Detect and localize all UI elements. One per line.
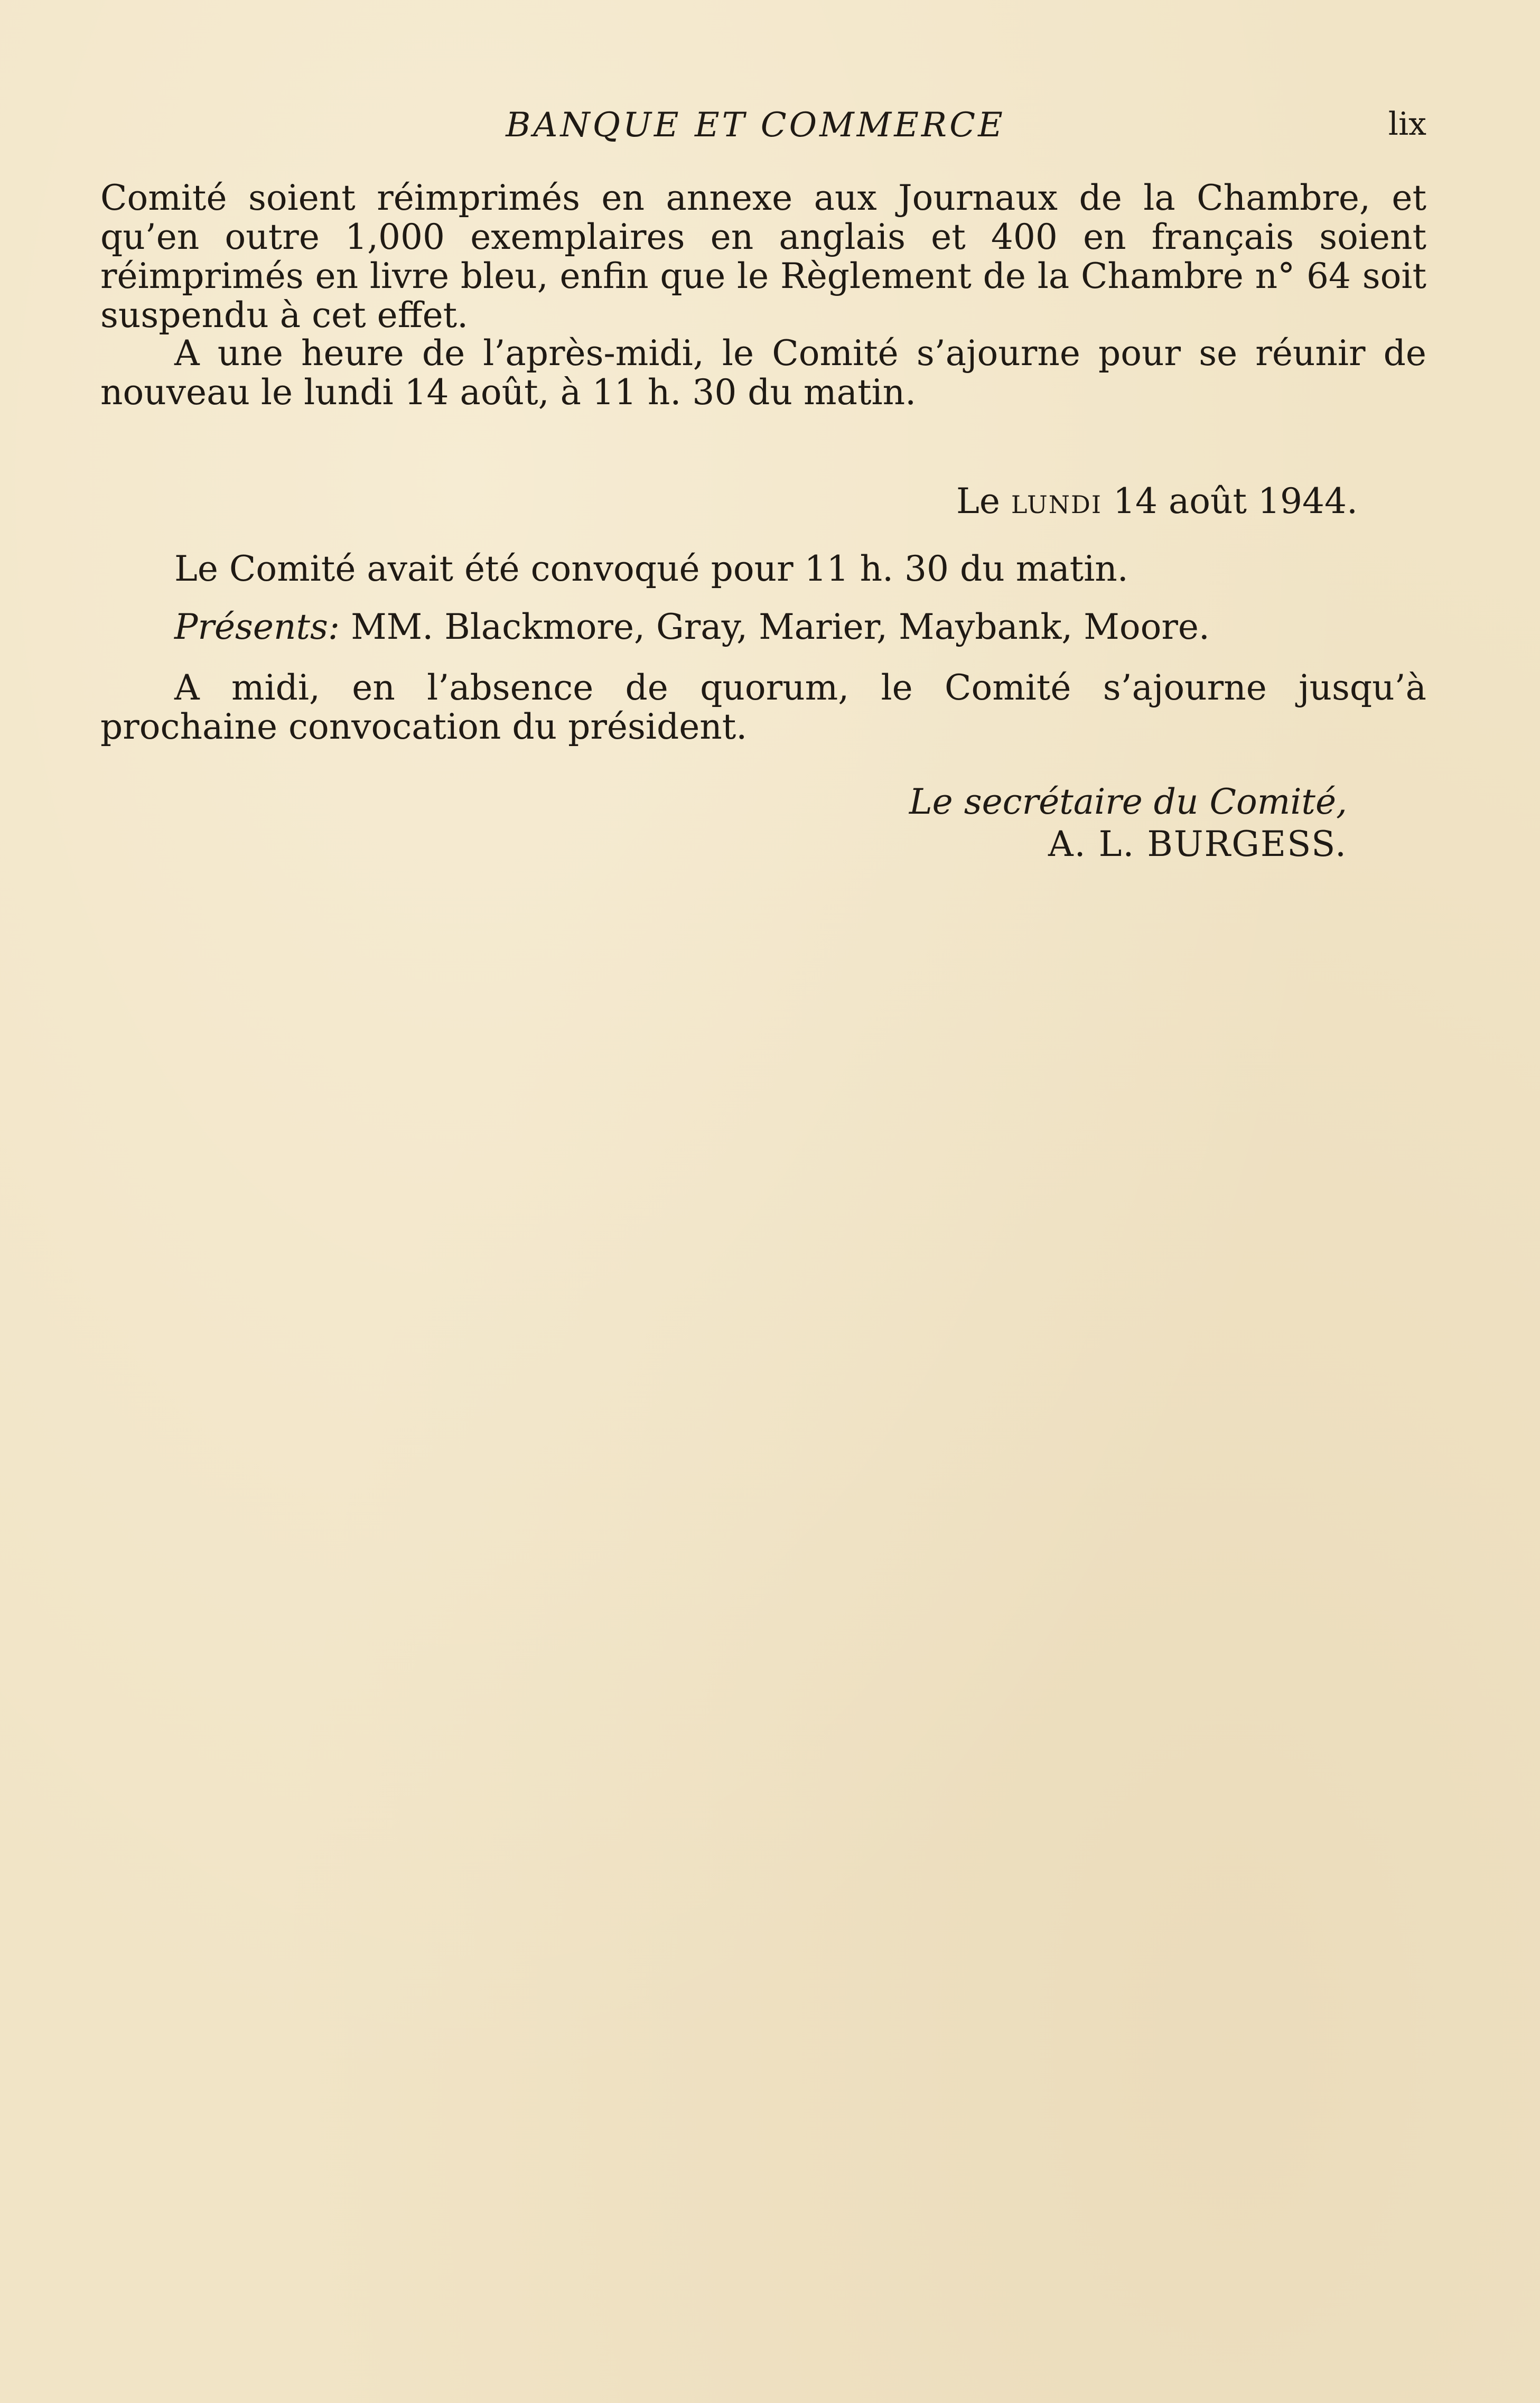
dateline-day: lundi [1011, 481, 1103, 521]
paragraph-attendance [100, 608, 1426, 647]
paragraph-text: Comité soient réimprimés en annexe aux Journaux de la Chambre, et qu’en outre 1,000 exemplaires en anglais et 400 en français soient réimprimés en livre bleu, enfin que le Règlement de la Chambre n° 64 soit suspendu à cet effet. [100, 178, 1426, 336]
paragraph-text: Le Comité avait été convoqué pour 11 h. 30 du matin. [174, 548, 1128, 589]
paragraph-text: A une heure de l’après-midi, le Comité s’ajourne pour se réunir de nouveau le lundi 14 août, à 11 h. 30 du matin. [100, 333, 1426, 413]
paragraph-resolution [100, 179, 1426, 335]
page-header [100, 106, 1426, 153]
paragraph-text [100, 608, 1426, 647]
attendance-label: Présents: [174, 607, 340, 647]
dateline-prefix: Le [956, 481, 1011, 521]
paragraph-convocation [100, 549, 1426, 589]
page-number: lix [1388, 106, 1426, 143]
running-title: BANQUE ET COMMERCE [506, 106, 1005, 145]
meeting-dateline [956, 481, 1358, 521]
signature-name: A. L. BURGESS. [1048, 824, 1347, 864]
signature-block [909, 781, 1347, 865]
paragraph-adjournment [100, 334, 1426, 412]
dateline-date: 14 août 1944. [1102, 481, 1358, 521]
paragraph-no-quorum [100, 668, 1426, 747]
attendance-names: MM. Blackmore, Gray, Marier, Maybank, Moore. [340, 607, 1210, 647]
paragraph-text: A midi, en l’absence de quorum, le Comité s’ajourne jusqu’à prochaine convocation du président. [100, 667, 1426, 747]
signature-role: Le secrétaire du Comité, [909, 781, 1347, 822]
